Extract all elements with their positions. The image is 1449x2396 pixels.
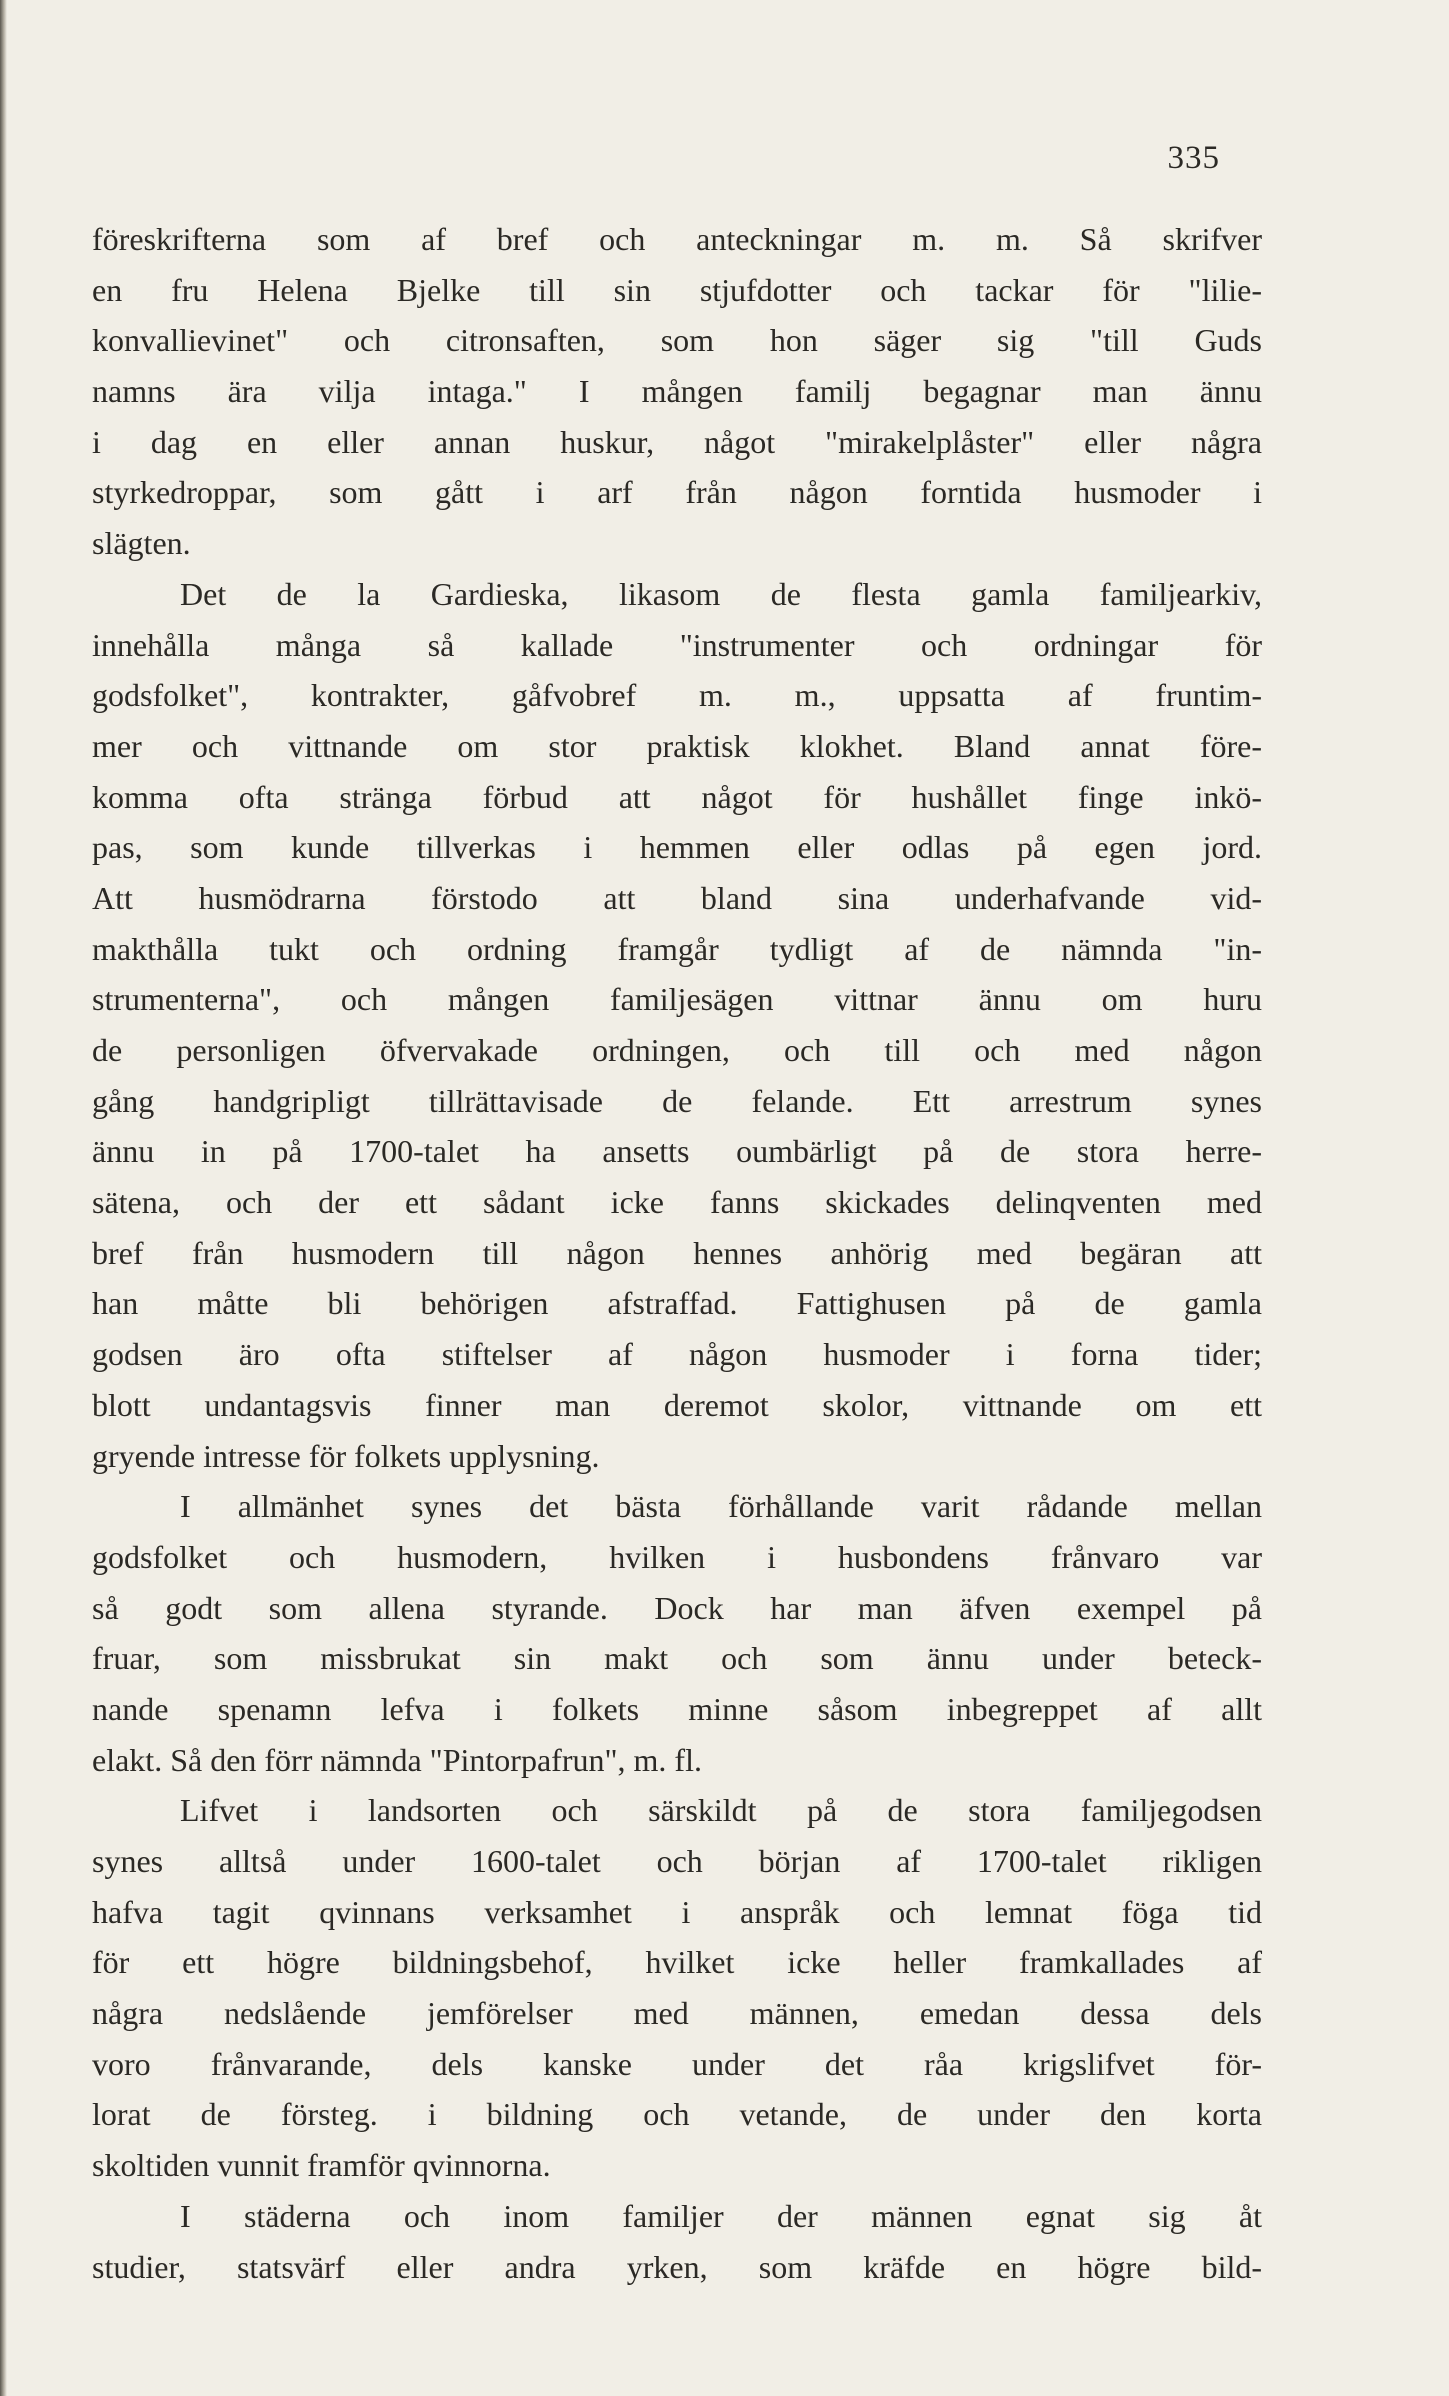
text-line: namns ära vilja intaga." I mången familj begagnar man ännu bbox=[92, 373, 1262, 410]
text-line: fruar, som missbrukat sin makt och som ännu under beteck- bbox=[92, 1640, 1262, 1677]
text-line: konvallievinet" och citronsaften, som hon säger sig "till Guds bbox=[92, 322, 1262, 359]
text-line: godsfolket", kontrakter, gåfvobref m. m., uppsatta af fruntim- bbox=[92, 677, 1262, 714]
body-text bbox=[92, 214, 1262, 2292]
text-line: I städerna och inom familjer der männen egnat sig åt bbox=[180, 2197, 1262, 2234]
text-line: i dag en eller annan huskur, något "mirakelplåster" eller några bbox=[92, 423, 1262, 460]
text-line: några nedslående jemförelser med männen, emedan dessa dels bbox=[92, 1995, 1262, 2032]
text-line: Det de la Gardieska, likasom de flesta gamla familjearkiv, bbox=[180, 575, 1262, 612]
text-line: föreskrifterna som af bref och anteckningar m. m. Så skrifver bbox=[92, 221, 1262, 257]
text-line: gång handgripligt tillrättavisade de felande. Ett arrestrum synes bbox=[92, 1082, 1262, 1119]
text-line: I allmänhet synes det bästa förhållande varit rådande mellan bbox=[180, 1488, 1262, 1525]
text-line: för ett högre bildningsbehof, hvilket icke heller framkallades af bbox=[92, 1944, 1262, 1981]
text-line: slägten. bbox=[92, 525, 191, 562]
page-edge-shadow bbox=[0, 0, 7, 2396]
text-line: studier, statsvärf eller andra yrken, som kräfde en högre bild- bbox=[92, 2248, 1262, 2285]
text-line: sätena, och der ett sådant icke fanns skickades delinqventen med bbox=[92, 1184, 1262, 1221]
text-line: godsfolket och husmodern, hvilken i husbondens frånvaro var bbox=[92, 1538, 1262, 1575]
text-line: hafva tagit qvinnans verksamhet i anspråk och lemnat föga tid bbox=[92, 1893, 1262, 1930]
text-line: gryende intresse för folkets upplysning. bbox=[92, 1437, 600, 1474]
text-line: godsen äro ofta stiftelser af någon husmoder i forna tider; bbox=[92, 1336, 1262, 1373]
text-line: de personligen öfvervakade ordningen, och till och med någon bbox=[92, 1032, 1262, 1068]
text-line: synes alltså under 1600-talet och början af 1700-talet rikligen bbox=[92, 1843, 1262, 1879]
text-line: makthålla tukt och ordning framgår tydligt af de nämnda "in- bbox=[92, 930, 1262, 967]
text-line: elakt. Så den förr nämnda "Pintorpafrun", m. fl. bbox=[92, 1741, 702, 1778]
text-line: skoltiden vunnit framför qvinnorna. bbox=[92, 2147, 551, 2184]
page-number: 335 bbox=[1167, 140, 1220, 176]
text-line: Att husmödrarna förstodo att bland sina underhafvande vid- bbox=[92, 879, 1262, 916]
text-line: han måtte bli behörigen afstraffad. Fattighusen på de gamla bbox=[92, 1285, 1262, 1322]
text-line: lorat de försteg. i bildning och vetande, de under den korta bbox=[92, 2096, 1262, 2133]
text-line: en fru Helena Bjelke till sin stjufdotter och tackar för "lilie- bbox=[92, 271, 1262, 308]
text-line: voro frånvarande, dels kanske under det råa krigslifvet för- bbox=[92, 2045, 1262, 2082]
text-line: styrkedroppar, som gått i arf från någon forntida husmoder i bbox=[92, 474, 1262, 511]
text-line: ännu in på 1700-talet ha ansetts oumbärligt på de stora herre- bbox=[92, 1133, 1262, 1170]
text-line: strumenterna", och mången familjesägen vittnar ännu om huru bbox=[92, 981, 1262, 1018]
text-line: mer och vittnande om stor praktisk klokhet. Bland annat före- bbox=[92, 727, 1262, 764]
text-line: nande spenamn lefva i folkets minne såsom inbegreppet af allt bbox=[92, 1690, 1262, 1727]
text-line: så godt som allena styrande. Dock har man äfven exempel på bbox=[92, 1589, 1262, 1626]
text-line: Lifvet i landsorten och särskildt på de stora familjegodsen bbox=[180, 1792, 1262, 1829]
text-line: bref från husmodern till någon hennes anhörig med begäran att bbox=[92, 1234, 1262, 1271]
text-line: komma ofta stränga förbud att något för hushållet finge inkö- bbox=[92, 778, 1262, 815]
text-line: pas, som kunde tillverkas i hemmen eller odlas på egen jord. bbox=[92, 829, 1262, 866]
text-line: blott undantagsvis finner man deremot skolor, vittnande om ett bbox=[92, 1386, 1262, 1423]
text-line: innehålla många så kallade "instrumenter och ordningar för bbox=[92, 626, 1262, 663]
